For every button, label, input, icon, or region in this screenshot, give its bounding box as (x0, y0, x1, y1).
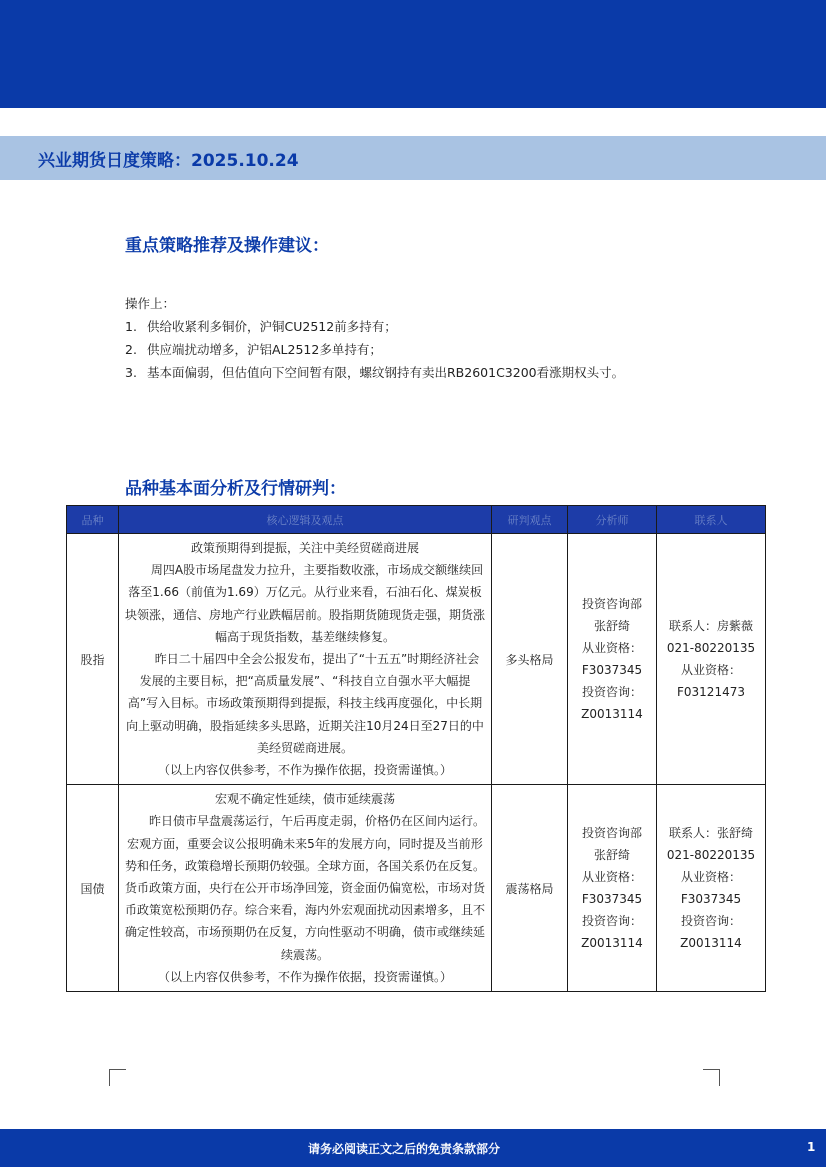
list-item (125, 338, 624, 361)
contact-line: 从业资格： (680, 663, 741, 678)
analyst-cell (568, 785, 657, 992)
analysis-cell (119, 785, 492, 992)
disclaimer-text: （以上内容仅供参考，不作为操作依据，投资需谨慎。） (157, 969, 452, 984)
column-header-contact: 联系人 (657, 506, 766, 534)
contact-line: 021-80220135 (666, 848, 756, 863)
contact-cell (657, 785, 766, 992)
header-band (0, 0, 826, 108)
analyst-line: 张舒绮 (593, 619, 630, 634)
analyst-line: 投资咨询： (581, 914, 642, 929)
crop-mark-right (703, 1069, 720, 1086)
list-item-text: 供应端扰动增多，沪铝AL2512多单持有； (147, 342, 382, 357)
analyst-line: Z0013114 (581, 707, 643, 722)
analysis-table (66, 505, 766, 992)
contact-line: 投资咨询： (680, 914, 741, 929)
analysis-paragraph: 周四A股市场尾盘发力拉升，主要指数收涨，市场成交额继续回落至1.66（前值为1.69）万亿元。从行业来看，石油石化、煤炭板块领涨，通信、房地产行业跌幅居前。股指期货随现货走强，期货涨幅高于现货指数，基差继续修复。 (125, 563, 486, 644)
list-item-number: 2. (125, 342, 137, 357)
analyst-cell (568, 534, 657, 785)
table-row (67, 785, 766, 992)
contact-line: Z0013114 (680, 936, 742, 951)
list-item-number: 1. (125, 319, 137, 334)
contact-cell (657, 534, 766, 785)
column-header-variety: 品种 (67, 506, 119, 534)
column-header-logic: 核心逻辑及观点 (119, 506, 492, 534)
crop-mark-left (109, 1069, 126, 1086)
contact-line: F03121473 (677, 685, 745, 700)
analysis-caption: 宏观不确定性延续，债市延续震荡 (214, 792, 395, 807)
list-item-text: 基本面偏弱，但估值向下空间暂有限，螺纹钢持有卖出RB2601C3200看涨期权头寸。 (147, 365, 625, 380)
variety-cell: 股指 (67, 534, 119, 785)
analysis-caption: 政策预期得到提振，关注中美经贸磋商进展 (190, 541, 419, 555)
analysis-paragraph: 昨日二十届四中全会公报发布，提出了“十五五”时期经济社会发展的主要目标，把“高质量发展”、“科技自立自强水平大幅提高”写入目标。市场政策预期得到提振，科技主线再度强化，中长期向上驱动明确，股指延续多头思路，近期关注10月24日至27日的中美经贸磋商进展。 (126, 652, 484, 755)
page-number: 1 (807, 1140, 816, 1154)
analyst-line: 张舒绮 (593, 848, 630, 863)
section-heading-analysis: 品种基本面分析及行情研判： (125, 479, 346, 499)
contact-line: 联系人：房紫薇 (668, 619, 753, 634)
footer-disclaimer-text: 请务必阅读正文之后的免责条款部分 (308, 1142, 501, 1156)
analyst-line: 投资咨询： (581, 685, 642, 700)
contact-line: 联系人：张舒绮 (668, 826, 753, 841)
analyst-line: 从业资格： (581, 870, 642, 885)
column-header-view: 研判观点 (492, 506, 568, 534)
table-row (67, 534, 766, 785)
list-item (125, 361, 624, 384)
view-cell: 震荡格局 (492, 785, 568, 992)
list-item (125, 315, 624, 338)
column-header-analyst: 分析师 (568, 506, 657, 534)
operation-list (125, 292, 624, 384)
disclaimer-text: （以上内容仅供参考，不作为操作依据，投资需谨慎。） (157, 763, 452, 778)
section-heading-strategy: 重点策略推荐及操作建议： (125, 236, 329, 256)
variety-cell: 国债 (67, 785, 119, 992)
operation-intro: 操作上： (125, 296, 176, 311)
list-item-number: 3. (125, 365, 137, 380)
analyst-line: 投资咨询部 (581, 597, 642, 612)
analysis-paragraph: 昨日债市早盘震荡运行，午后再度走弱，价格仍在区间内运行。宏观方面，重要会议公报明确未来5年的发展方向，同时提及当前形势和任务，政策稳增长预期仍较强。全球方面，各国关系仍在反复。货币政策方面，央行在公开市场净回笼，资金面仍偏宽松，市场对货币政策宽松预期仍存。综合来看，海内外宏观面扰动因素增多，且不确定性较高，市场预期仍在反复，方向性驱动不明确，债市或继续延续震荡。 (125, 814, 486, 962)
contact-line: 021-80220135 (666, 641, 756, 656)
report-title: 兴业期货日度策略：2025.10.24 (38, 151, 299, 171)
view-cell: 多头格局 (492, 534, 568, 785)
analyst-line: 从业资格： (581, 641, 642, 656)
contact-line: F3037345 (680, 892, 742, 907)
table-header-row (67, 506, 766, 534)
analysis-cell (119, 534, 492, 785)
contact-line: 从业资格： (680, 870, 741, 885)
footer-band (0, 1129, 826, 1167)
analyst-line: Z0013114 (581, 936, 643, 951)
title-band (0, 136, 826, 180)
list-item-text: 供给收紧利多铜价，沪铜CU2512前多持有； (147, 319, 397, 334)
analyst-line: F3037345 (581, 892, 643, 907)
analyst-line: 投资咨询部 (581, 826, 642, 841)
analyst-line: F3037345 (581, 663, 643, 678)
